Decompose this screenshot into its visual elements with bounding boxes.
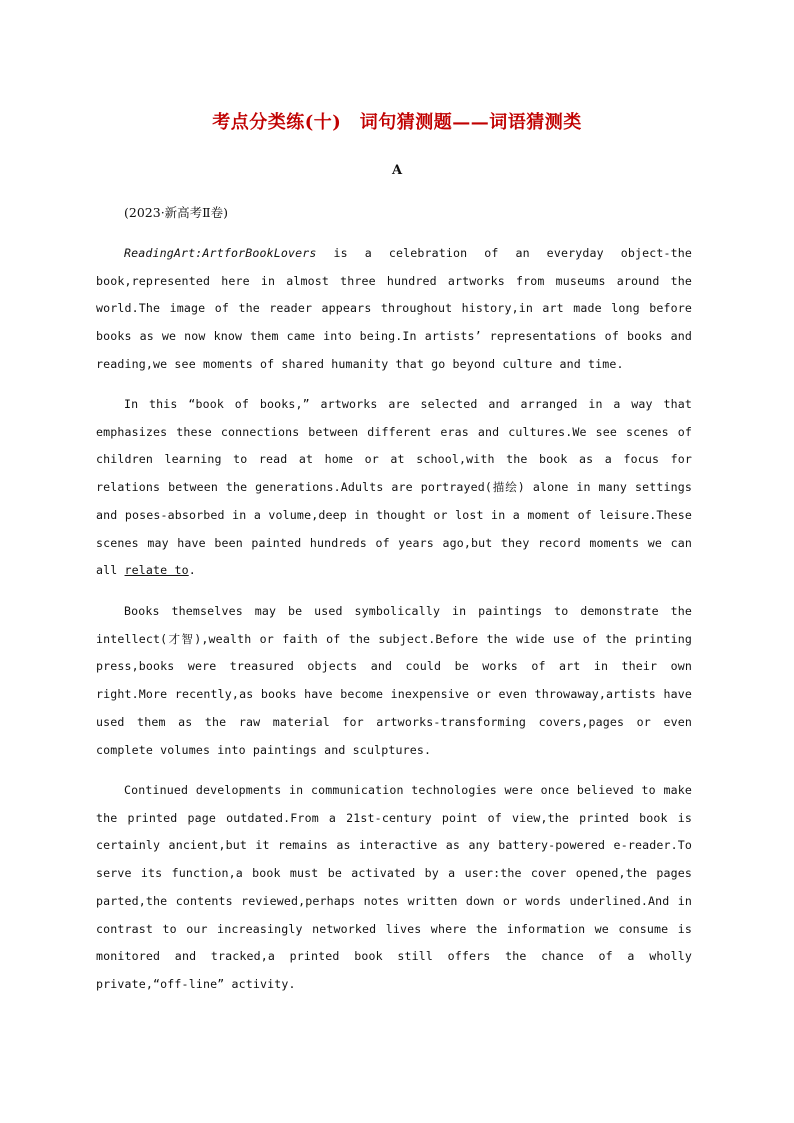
underlined-phrase: relate to xyxy=(124,563,189,578)
paragraph-2-text: In this “book of books,” artworks are selected and arranged in a way that emphasizes these connections between different eras and cultures.We see scenes of children learning to read at home or at school,with the book as a focus for relations between the generations.Adults are portrayed(描绘) alone in many settings and poses-absorbed in a volume,deep in thought or lost in a moment of leisure.These scenes may have been painted hundreds of years ago,but they record moments we can all xyxy=(96,397,692,578)
page-title: 考点分类练(十) 词句猜测题——词语猜测类 xyxy=(212,112,582,133)
source-note: (2023·新高考Ⅱ卷) xyxy=(124,205,229,220)
paragraph-1-text: is a celebration of an everyday object-the book,represented here in almost three hundred artworks from museums around the world.The image of the reader appears throughout history,in art made long before books as we now know them came into being.In artists’ representations of books and reading,we see moments of shared humanity that go beyond culture and time. xyxy=(96,246,692,371)
paragraph-4-text: Continued developments in communication technologies were once believed to make the printed page outdated.From a 21st-century point of view,the printed book is certainly ancient,but it remains as interactive as any battery-powered e-reader.To serve its function,a book must be activated by a user:the cover opened,the pages parted,the contents reviewed,perhaps notes written down or words underlined.And in contrast to our increasingly networked lives where the information we consume is monitored and tracked,a printed book still offers the chance of a wholly private,“off-line” activity. xyxy=(96,783,692,991)
section-label: A xyxy=(391,163,403,178)
paragraph-3-text: Books themselves may be used symbolically in paintings to demonstrate the intellect(才智),wealth or faith of the subject.Before the wide use of the printing press,books were treasured objects and could be works of art in their own right.More recently,as books have become inexpensive or even throwaway,artists have used them as the raw material for artworks-transforming covers,pages or even complete volumes into paintings and sculptures. xyxy=(96,604,692,757)
paragraph-3 xyxy=(96,598,692,764)
paragraph-4 xyxy=(96,777,692,999)
paragraph-2 xyxy=(96,391,692,585)
paragraph-2-end: . xyxy=(188,563,196,578)
book-title: ReadingArt:ArtforBookLovers xyxy=(124,246,317,260)
paragraph-1 xyxy=(96,240,692,379)
